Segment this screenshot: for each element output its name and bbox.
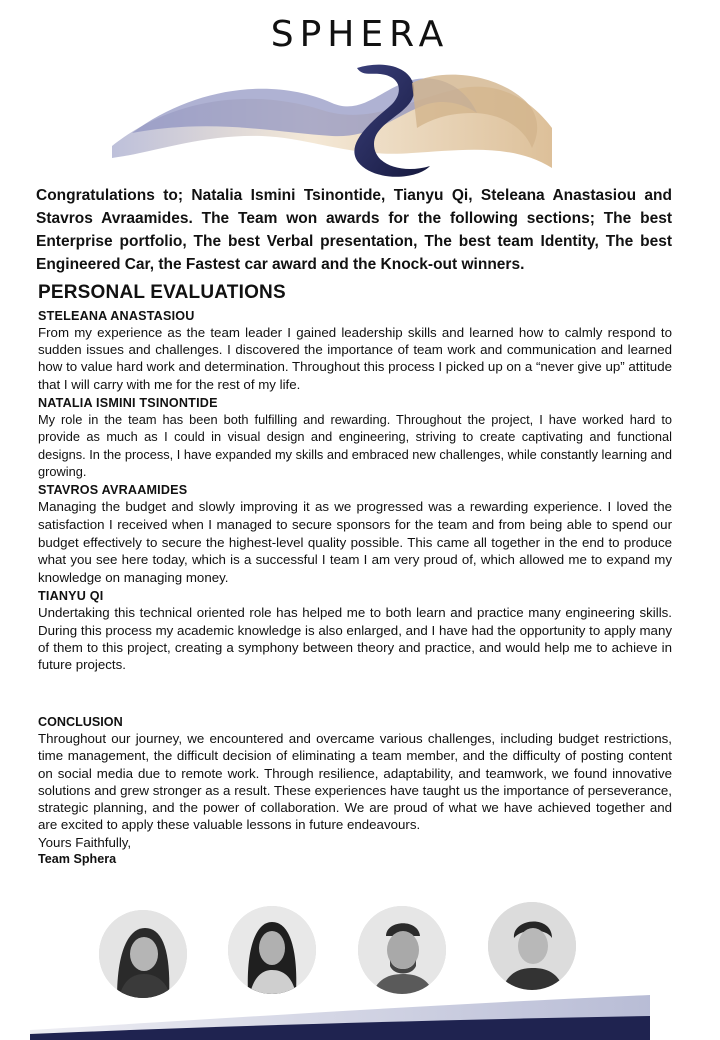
evaluation-natalia <box>38 395 672 481</box>
sphera-logo: SPHERA <box>270 14 450 55</box>
signature: Team Sphera <box>38 852 117 867</box>
evaluation-stavros <box>38 482 672 586</box>
person-statement: From my experience as the team leader I gained leadership skills and learned how to calmly respond to sudden issues and challenges. I discovered the importance of team work and communication and learned how to value hard work and determination. Throughout this process I picked up on a “never give up” attitude that I will carry with me for the rest of my life. <box>38 325 672 392</box>
person-name: STELEANA ANASTASIOU <box>38 309 195 323</box>
person-statement: My role in the team has been both fulfilling and rewarding. Throughout the project, I have worked hard to provide as much as I could in visual design and engineering, striving to create captivating and functional designs. In the process, I have expanded my skills and embraced new challenges, while constantly learning and growing. <box>38 411 672 480</box>
congratulations-text: Congratulations to; Natalia Ismini Tsinontide, Tianyu Qi, Steleana Anastasiou and Stavros Avraamides. The Team won awards for the following sections; The best Enterprise portfolio, The best Verbal presentation, The best team Identity, The best Engineered Car, the Fastest car award and the Knock-out winners. <box>36 187 672 273</box>
conclusion-section <box>38 714 672 868</box>
conclusion-title: CONCLUSION <box>38 715 123 729</box>
evaluation-tianyu <box>38 588 672 673</box>
person-statement: Undertaking this technical oriented role has helped me to both learn and practice many engineering skills. During this process my academic knowledge is also enlarged, and I have had the opportunity to apply many of them to this project, creating a symphony between theory and practice, and would help me to achieve in future projects. <box>38 605 672 673</box>
person-name: TIANYU QI <box>38 589 104 604</box>
closing-line: Yours Faithfully, <box>38 834 132 850</box>
hero-wave-graphic <box>112 58 552 180</box>
team-photo-2 <box>228 906 316 994</box>
person-name: STAVROS AVRAAMIDES <box>38 483 188 498</box>
team-photo-1 <box>99 910 187 998</box>
team-photo-4 <box>488 902 576 990</box>
footer-wave-graphic <box>0 990 720 1040</box>
evaluation-steleana <box>38 308 672 393</box>
conclusion-text: Throughout our journey, we encountered and overcame various challenges, including budget restrictions, time management, the difficult decision of eliminating a team member, and the difficulty of posting content on social media due to remote work. Through resilience, adaptability, and teamwork, we found innovative solutions and grew stronger as a result. These experiences have taught us the importance of perseverance, strategic planning, and the power of collaboration. We are proud of what we have achieved together and are excited to apply these valuable lessons in future endeavours. <box>38 731 672 833</box>
personal-evaluations-section <box>38 282 672 675</box>
person-statement: Managing the budget and slowly improving it as we progressed was a rewarding experience. I loved the satisfaction I received when I managed to secure sponsors for the team and from being able to spend our budget effectively to secure the highest-level quality possible. This came all together in the end to produce what you see here today, which is a successful I team I am very proud of, which allowed me to expand my knowledge on managing money. <box>38 499 672 585</box>
section-title: PERSONAL EVALUATIONS <box>38 282 286 303</box>
person-name: NATALIA ISMINI TSINONTIDE <box>38 395 218 410</box>
team-photo-3 <box>358 906 446 994</box>
